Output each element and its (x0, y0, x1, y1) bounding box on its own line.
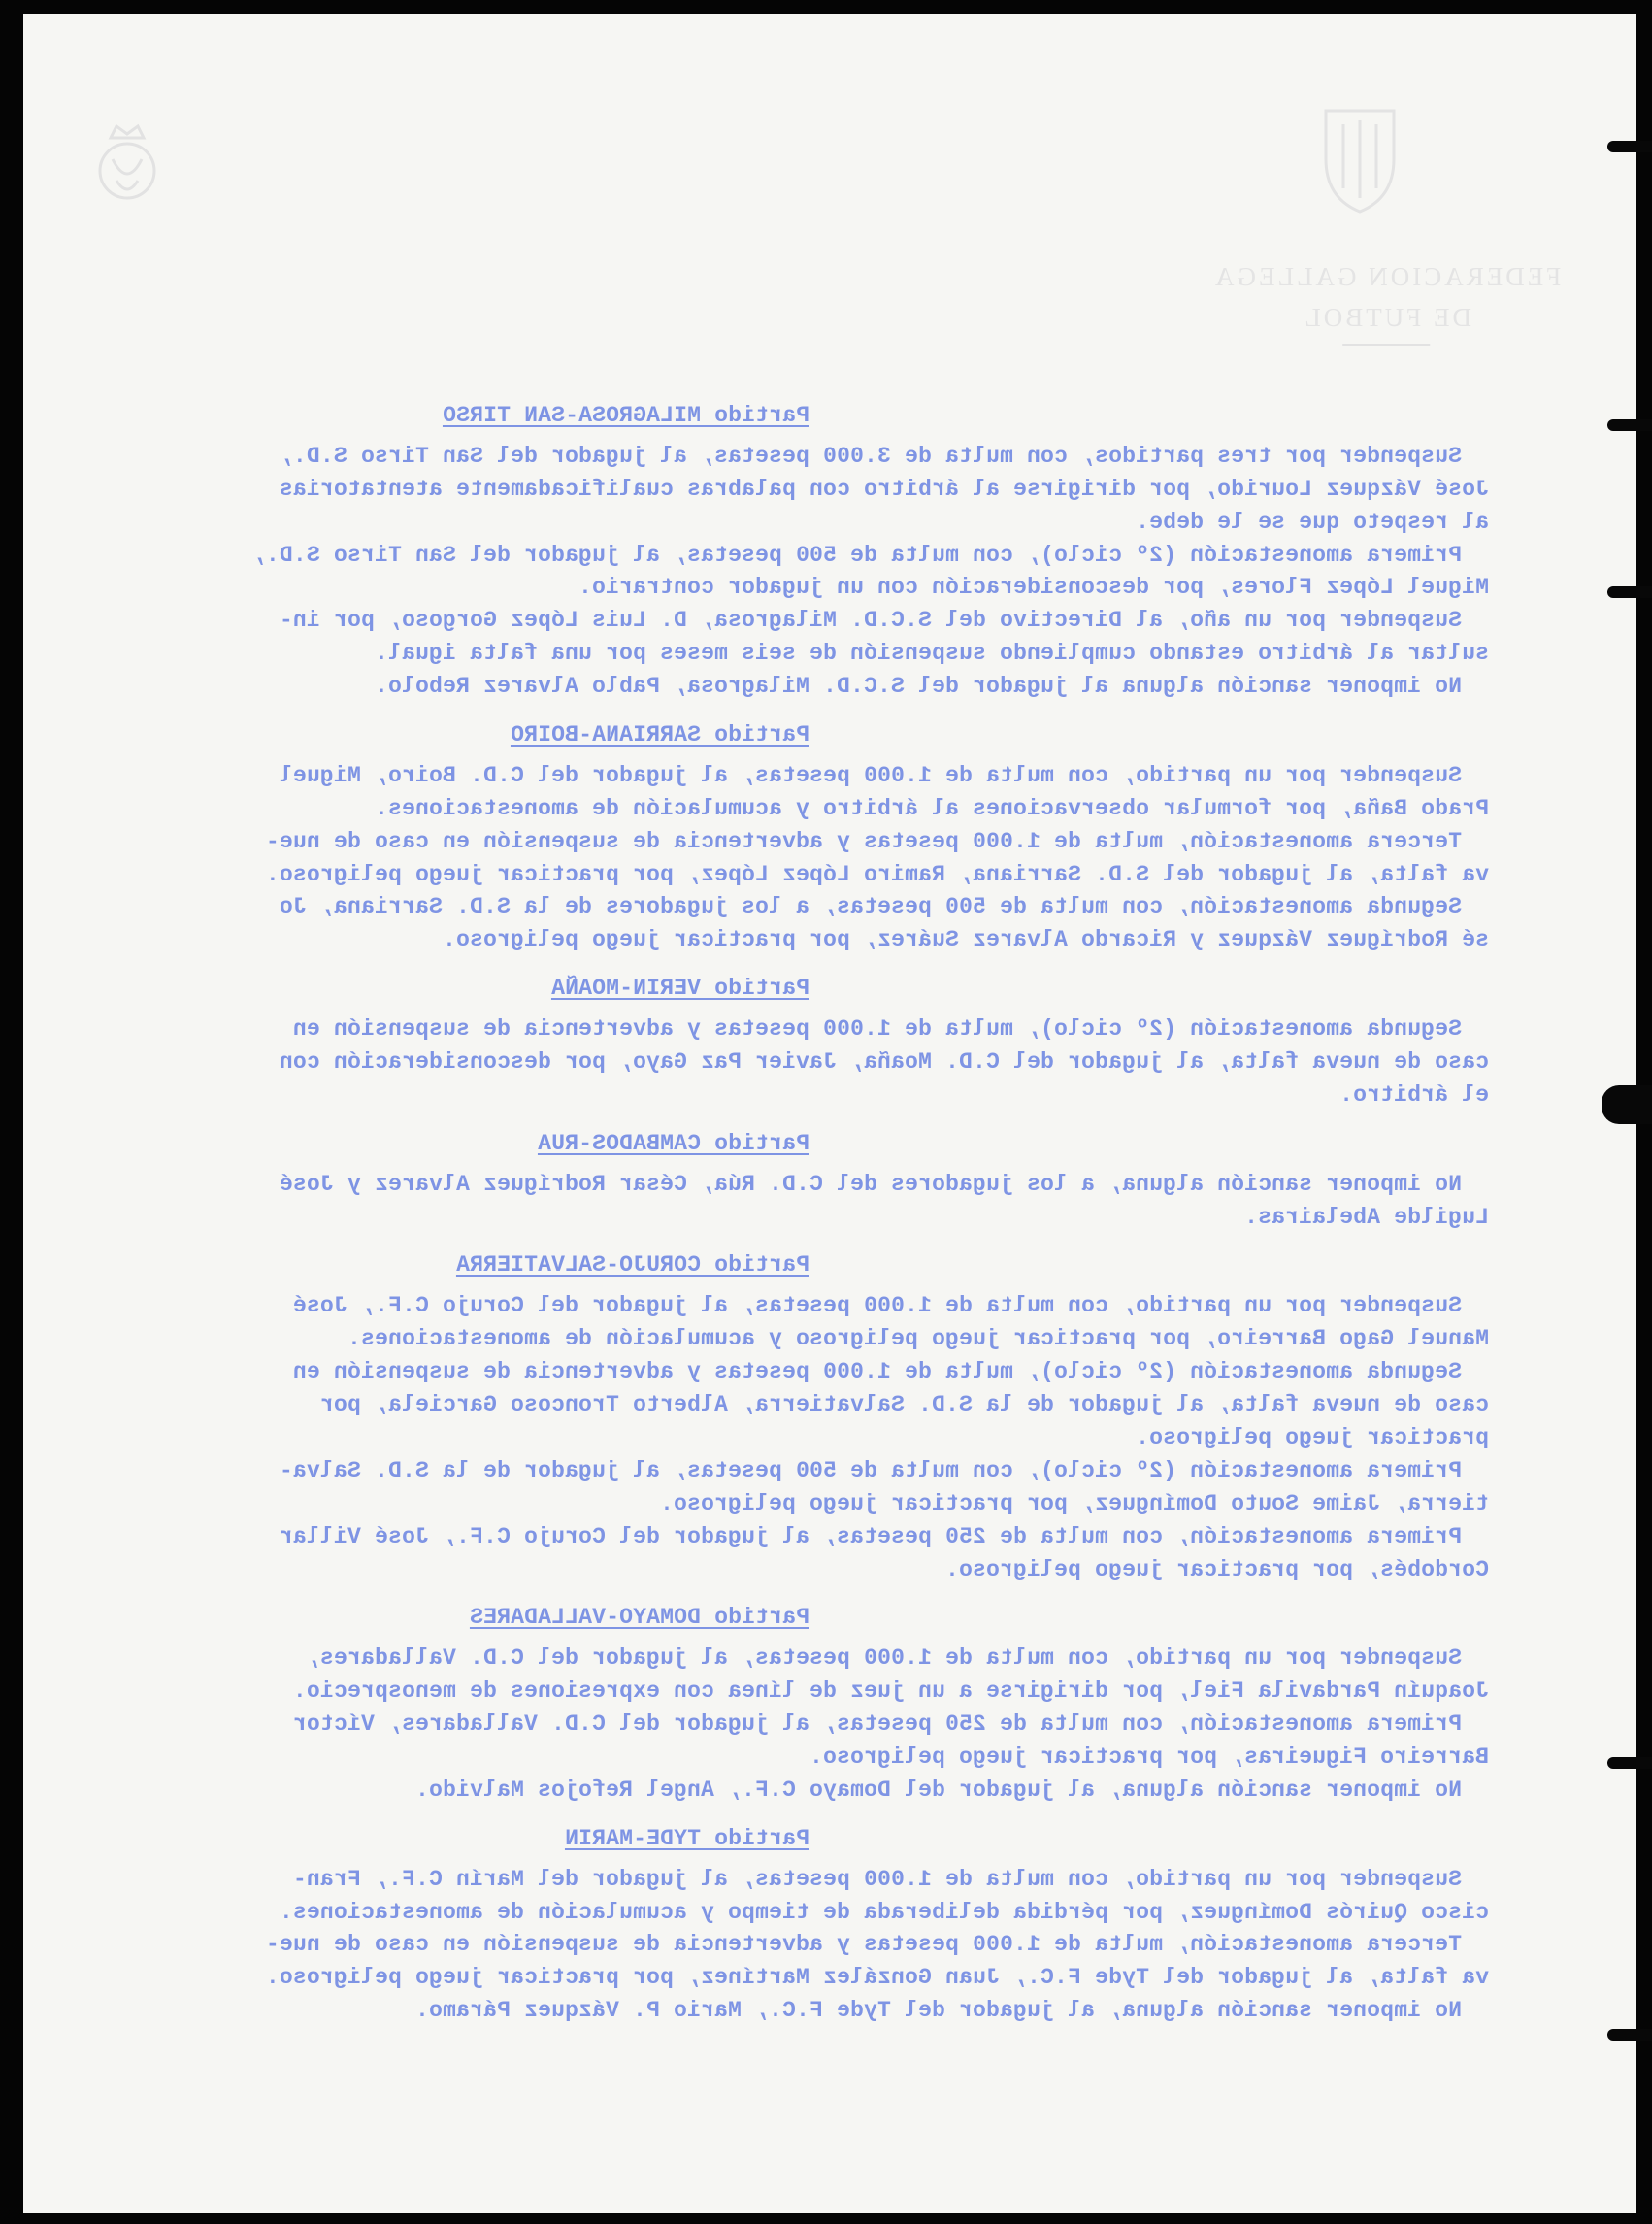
text-line: Prado Baña, por formular observaciones al árbitro y acumulación de amonestaciones. (374, 795, 1489, 821)
section-heading: Partido TYDE-MARIN (564, 1825, 809, 1851)
text-line: Primera amonestación, con multa de 250 pesetas, al jugador del Corujo C.F., José Villar (279, 1523, 1489, 1549)
text-line: sultar al árbitro estando cumpliendo suspensión de seis meses por una falta igual. (374, 641, 1489, 667)
text-line: No imponer sanción alguna, al jugador del Domayo C.F., Angel Refojos Malvido. (414, 1776, 1489, 1803)
text-line: caso de nueva falta, al jugador de la S.D. Salvatierra, Alberto Troncoso Garciela, por (319, 1392, 1489, 1418)
text-line: Segunda amonestación (2º ciclo), multa de 1.000 pesetas y advertencia de suspensión en (292, 1016, 1489, 1043)
text-line: Cordobés, por practicar juego peligroso. (944, 1556, 1489, 1582)
text-line: Suspender por un partido, con multa de 1.000 pesetas, al jugador del Corujo C.F., José (292, 1293, 1489, 1319)
text-line: Segunda amonestación (2º ciclo), multa de 1.000 pesetas y advertencia de suspensión en (292, 1359, 1489, 1385)
text-line: Suspender por tres partidos, con multa de 3.000 pesetas, al jugador del San Tirso S.D., (279, 443, 1489, 469)
binder-tab (1602, 1085, 1652, 1124)
text-line: No imponer sanción alguna, al jugador del Tyde F.C., Mario P. Vázquez Páramo. (414, 1998, 1489, 2024)
binder-tab (1607, 141, 1652, 152)
letterhead-line-1: FEDERACION GALLEGA (1211, 262, 1561, 291)
text-line: Tercera amonestación, multa de 1.000 pesetas y advertencia de suspensión en caso de nue- (265, 828, 1489, 854)
text-line: Segunda amonestación, con multa de 500 pesetas, a los jugadores de la S.D. Sarriana, Jo (279, 894, 1489, 920)
text-line: caso de nueva falta, al jugador del C.D. Moaña, Javier Paz Gayo, por desconsideración con (279, 1049, 1489, 1076)
text-line: va falta, al jugador del S.D. Sarriana, Ramiro López López, por practicar juego peligroso. (265, 861, 1489, 887)
text-line: tierra, Jaime Souto Domínguez, por practicar juego peligroso. (659, 1490, 1489, 1516)
text-line: practicar juego peligroso. (1135, 1424, 1489, 1450)
text-line: Primera amonestación (2º ciclo), con multa de 500 pesetas, al jugador del San Tirso S.D., (251, 542, 1489, 568)
binder-tab (1607, 1757, 1652, 1769)
binder-tab (1607, 419, 1652, 431)
text-line: No imponer sanción alguna al jugador del S.C.D. Milagrosa, Pablo Alvarez Rebolo. (374, 674, 1489, 700)
section-heading: Partido SARRIANA-BOIRO (510, 722, 809, 748)
mirrored-text-body (52, 400, 1489, 2043)
section-heading: Partido VERIN-MOAÑA (550, 976, 809, 1002)
binder-tab (1607, 2029, 1652, 2041)
text-line: José Vázquez Lourido, por dirigirse al árbitro con palabras cualificadamente atentatorias (279, 476, 1489, 502)
text-line: Miguel López Flores, por desconsideración con un jugador contrario. (578, 575, 1489, 601)
text-line: Suspender por un partido, con multa de 1.000 pesetas, al jugador del Marín C.F., Fran- (292, 1866, 1489, 1892)
letterhead (1212, 256, 1561, 346)
section-heading: Partido DOMAYO-VALLADARES (469, 1605, 809, 1631)
text-line: Suspender por un año, al Directivo del S.C.D. Milagrosa, D. Luis López Gorgoso, por in- (279, 608, 1489, 634)
text-line: Suspender por un partido, con multa de 1.000 pesetas, al jugador del C.D. Valladares, (306, 1645, 1489, 1672)
document-page (23, 14, 1636, 2213)
letterhead-rule (1342, 344, 1430, 346)
text-line: va falta, al jugador del Tyde F.C., Juan González Martínez, por practicar juego peligroso. (265, 1965, 1489, 1991)
text-line: cisco Quirós Domínguez, por pérdida deliberada de tiempo y acumulación de amonestaciones. (279, 1899, 1489, 1925)
text-line: Primera amonestación, con multa de 250 pesetas, al jugador del C.D. Valladares, Víctor (292, 1711, 1489, 1738)
text-line: Joaquín Pardavila Fiel, por dirigirse a un juez de línea con expresiones de menosprecio. (292, 1678, 1489, 1705)
section-heading: Partido CAMBADOS-RUA (537, 1130, 809, 1156)
text-line: Barreiro Figueiras, por practicar juego peligroso. (809, 1743, 1489, 1770)
section-heading: Partido MILAGROSA-SAN TIRSO (442, 403, 809, 428)
text-line: el árbitro. (1338, 1081, 1489, 1108)
text-line: Primera amonestación (2º ciclo), con multa de 500 pesetas, al jugador de la S.D. Salva- (279, 1457, 1489, 1483)
text-line: Manuel Gago Barreiro, por practicar juego peligroso y acumulación de amonestaciones. (347, 1326, 1489, 1352)
text-line: No imponer sanción alguna, a los jugadores del C.D. Rúa, César Rodríguez Alvarez y José (279, 1171, 1489, 1197)
text-line: Suspender por un partido, con multa de 1.000 pesetas, al jugador del C.D. Boiro, Miguel (279, 762, 1489, 788)
letterhead-line-2: DE FUTBOL (1302, 303, 1471, 332)
royal-crest-icon (91, 120, 163, 208)
text-line: sé Rodríguez Vázquez y Ricardo Alvarez Suárez, por practicar juego peligroso. (442, 927, 1489, 953)
text-line: Tercera amonestación, multa de 1.000 pesetas y advertencia de suspensión en caso de nue- (265, 1932, 1489, 1958)
shield-crest-icon (1316, 101, 1404, 217)
section-heading: Partido CORUJO-SALVATIERRA (455, 1252, 809, 1278)
text-line: Lugilde Abelairas. (1243, 1204, 1489, 1230)
binder-tab (1607, 586, 1652, 598)
text-line: al respeto que se le debe. (1135, 509, 1489, 535)
